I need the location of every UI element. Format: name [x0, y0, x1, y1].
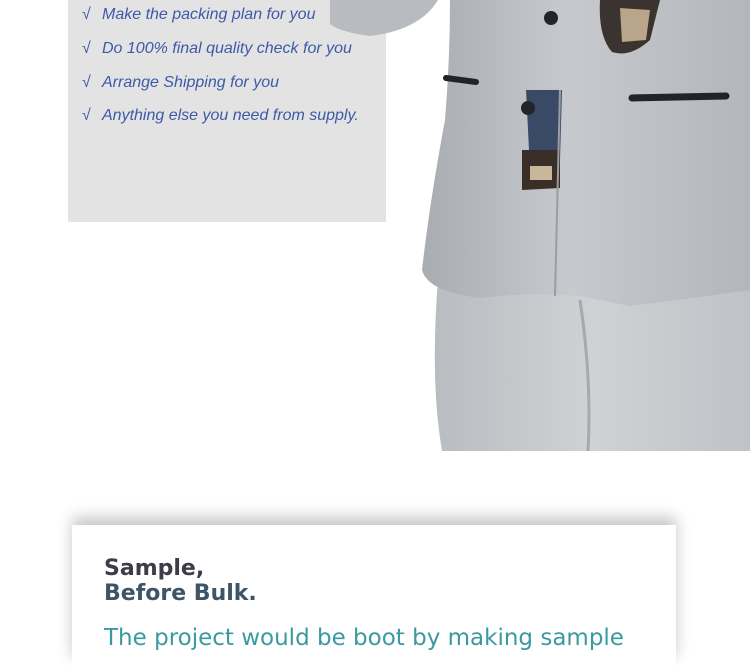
checkmark-icon: √: [82, 107, 91, 124]
checklist-item-text: Make the packing plan for you: [102, 6, 316, 23]
man-in-grey-suit-photo: [330, 0, 750, 451]
checklist-item-text: Arrange Shipping for you: [102, 74, 279, 91]
checklist-item-text: Do 100% final quality check for you: [102, 40, 352, 57]
checklist-item: [82, 4, 315, 26]
checkmark-icon: √: [82, 74, 91, 91]
checklist-item: [82, 72, 279, 94]
checkmark-icon: √: [82, 40, 91, 57]
checklist-item: [82, 38, 352, 60]
sample-section-text: The project would be boot by making sample: [104, 625, 624, 651]
checkmark-icon: √: [82, 6, 91, 23]
title-line-2: Before Bulk.: [104, 581, 257, 606]
sample-before-bulk-card: [72, 525, 676, 665]
checklist-item: [82, 105, 359, 127]
checklist-item-text: Anything else you need from supply.: [102, 107, 359, 124]
title-line-1: Sample,: [104, 556, 205, 581]
sample-section-title: [104, 556, 257, 606]
